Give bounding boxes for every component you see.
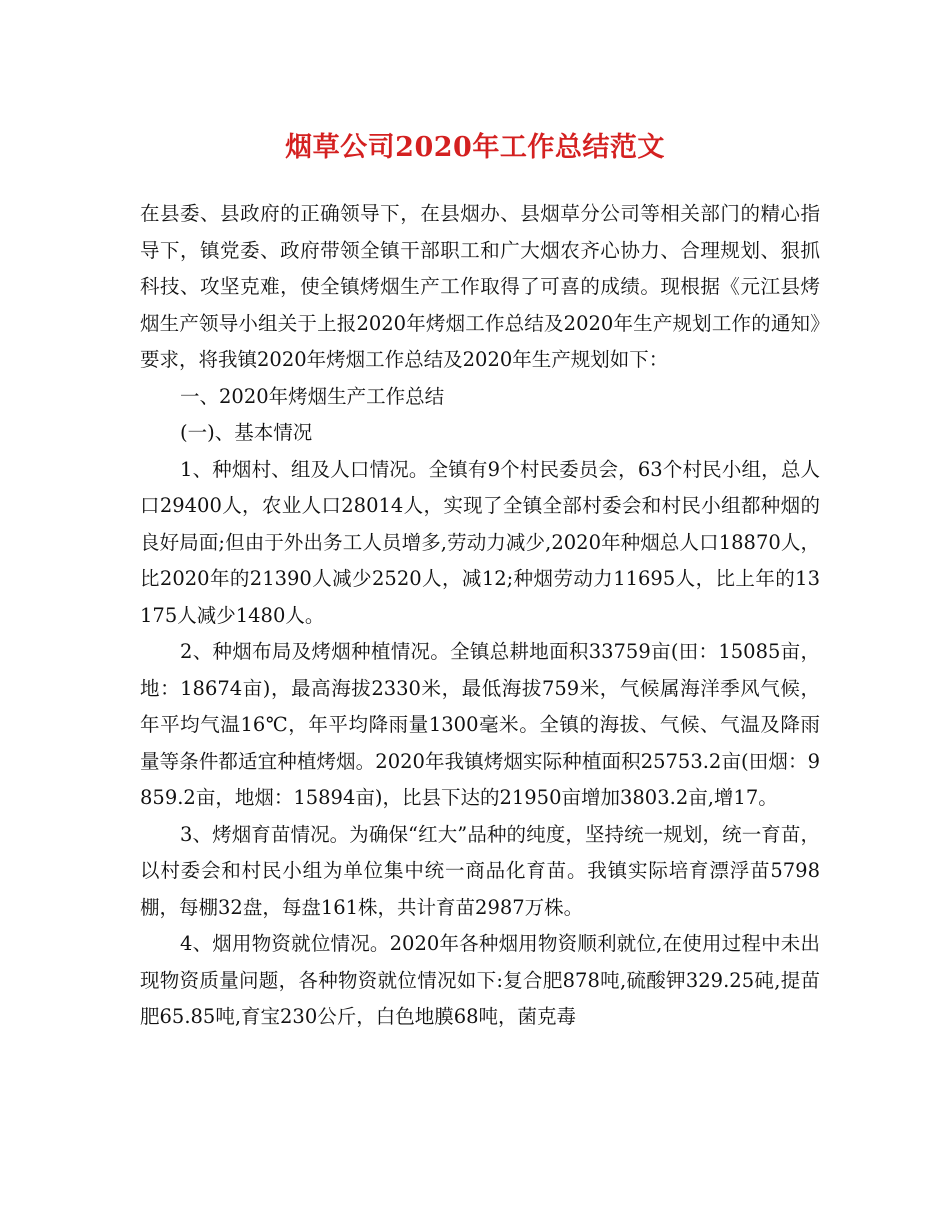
paragraph-item: 4、烟用物资就位情况。2020年各种烟用物资顺利就位,在使用过程中未出现物资质量问题，各种物资就位情况如下:复合肥878吨,硫酸钾329.25砘,提苗肥65.85吨,育宝230公斤，白色地膜68吨，菌克毒	[140, 932, 820, 1028]
document-body	[140, 196, 820, 1036]
paragraph-item: 2、种烟布局及烤烟种植情况。全镇总耕地面积33759亩(田：15085亩，地：18674亩)，最高海拔2330米，最低海拔759米，气候属海洋季风气候，年平均气温16℃，年平均降雨量1300毫米。全镇的海拔、气候、气温及降雨量等条件都适宜种植烤烟。2020年我镇烤烟实际种植面积25753.2亩(田烟：9859.2亩，地烟：15894亩)，比县下达的21950亩增加3803.2亩,增17。	[140, 640, 820, 809]
section-heading: 一、2020年烤烟生产工作总结	[180, 384, 445, 408]
paragraph-item: 3、烤烟育苗情况。为确保“红大”品种的纯度，坚持统一规划，统一育苗，以村委会和村民小组为单位集中统一商品化育苗。我镇实际培育漂浮苗5798棚，每棚32盘，每盘161株，共计育苗2987万株。	[140, 822, 820, 919]
paragraph-item: 1、种烟村、组及人口情况。全镇有9个村民委员会，63个村民小组，总人口29400人，农业人口28014人，实现了全镇全部村委会和村民小组都种烟的良好局面;但由于外出务工人员增多,劳动力减少,2020年种烟总人口18870人，比2020年的21390人减少2520人，减12;种烟劳动力11695人，比上年的13175人减少1480人。	[140, 457, 820, 627]
intro-paragraph: 在县委、县政府的正确领导下，在县烟办、县烟草分公司等相关部门的精心指导下，镇党委、政府带领全镇干部职工和广大烟农齐心协力、合理规划、狠抓科技、攻坚克难，使全镇烤烟生产工作取得了可喜的成绩。现根据《元江县烤烟生产领导小组关于上报2020年烤烟工作总结及2020年生产规划工作的通知》要求，将我镇2020年烤烟工作总结及2020年生产规划如下：	[140, 202, 820, 371]
subsection-heading: (一)、基本情况	[180, 421, 313, 444]
document-title: 烟草公司2020年工作总结范文	[285, 132, 665, 163]
